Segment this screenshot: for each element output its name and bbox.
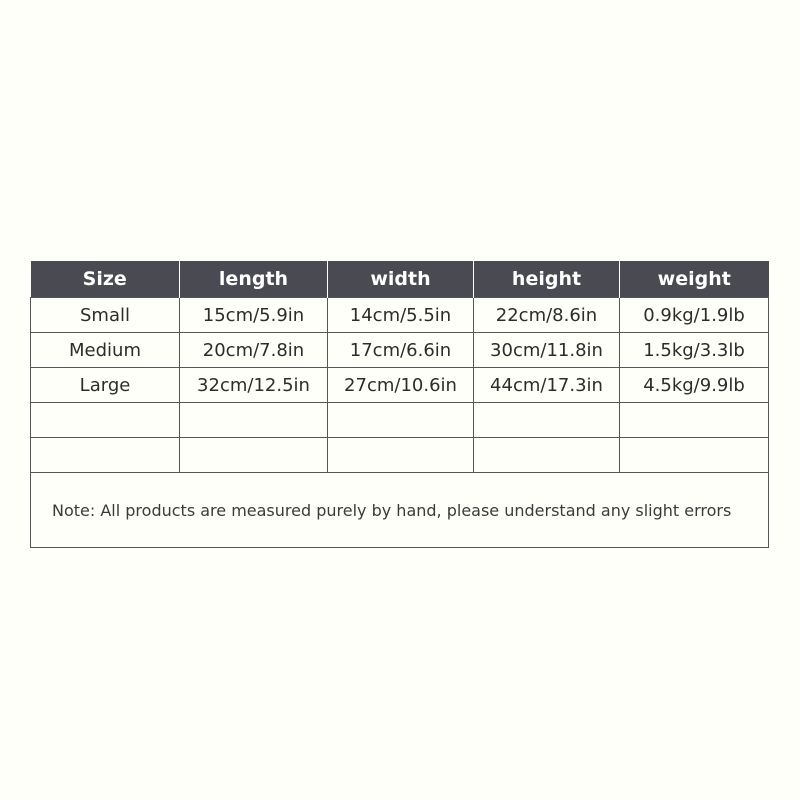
- table-cell: [180, 403, 328, 438]
- measurement-note: Note: All products are measured purely by hand, please understand any slight errors: [31, 473, 769, 548]
- table-cell: [328, 438, 474, 473]
- table-cell: 32cm/12.5in: [180, 368, 328, 403]
- table-cell: [620, 403, 769, 438]
- table-cell: 15cm/5.9in: [180, 298, 328, 333]
- table-cell: 20cm/7.8in: [180, 333, 328, 368]
- table-cell: 27cm/10.6in: [328, 368, 474, 403]
- table-cell: 44cm/17.3in: [474, 368, 620, 403]
- empty-table-row: [31, 438, 769, 473]
- table-cell: [474, 403, 620, 438]
- table-cell: [474, 438, 620, 473]
- table-row: [31, 368, 769, 403]
- note-row: [31, 473, 769, 548]
- header-cell-height: height: [474, 261, 620, 298]
- table-cell: [328, 403, 474, 438]
- table-row: [31, 298, 769, 333]
- table-cell: 0.9kg/1.9lb: [620, 298, 769, 333]
- header-cell-width: width: [328, 261, 474, 298]
- size-chart-table: [30, 261, 769, 548]
- header-cell-length: length: [180, 261, 328, 298]
- table-cell: 22cm/8.6in: [474, 298, 620, 333]
- table-cell: 14cm/5.5in: [328, 298, 474, 333]
- table-cell: [180, 438, 328, 473]
- header-row: [31, 261, 769, 298]
- header-cell-size: Size: [31, 261, 180, 298]
- table-cell: [620, 438, 769, 473]
- table-cell: 4.5kg/9.9lb: [620, 368, 769, 403]
- table-cell: 1.5kg/3.3lb: [620, 333, 769, 368]
- table-cell: 30cm/11.8in: [474, 333, 620, 368]
- table-row: [31, 333, 769, 368]
- table-cell: Small: [31, 298, 180, 333]
- table-cell: Medium: [31, 333, 180, 368]
- table-cell: 17cm/6.6in: [328, 333, 474, 368]
- header-cell-weight: weight: [620, 261, 769, 298]
- table-cell: Large: [31, 368, 180, 403]
- empty-table-row: [31, 403, 769, 438]
- table-cell: [31, 438, 180, 473]
- table-cell: [31, 403, 180, 438]
